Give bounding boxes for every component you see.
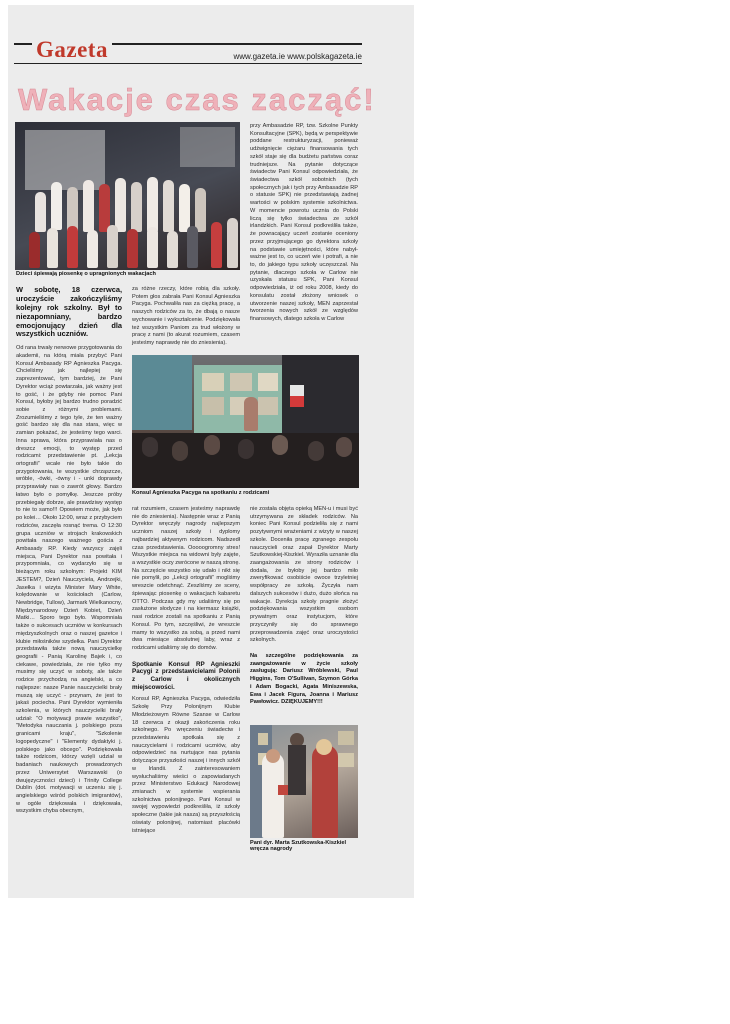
- column-2-meeting-text: Konsul RP, Agnieszka Pacyga, odwiedziła Szkołę Przy Polonijnym Klubie Młodzieżowym Równe Szanse w Carlow 18 czerwca z okazji zakończenia roku szkolnego. Po wręczeniu świadectw i przedstawieniu spotkała się z nauczycielami i rodzicami uczniów, aby odpowiedzieć na nurtujące nas pytania dotyczące przyszłości naszej i innych szkół w Irlandii. Z zainteresowaniem wysłuchaliśmy wieści o zapowiadanych przez Ministerstwo Edukacji Narodowej zmianach w systemie wspierania szkolnictwa polonijnego. Pani Konsul w swojej wypowiedzi podkreśliła, iż szkoły społeczne (takie jak nasza) są przyszłością oświaty polonijnej, natomiast placówki istniejące: [132, 696, 240, 834]
- photo2-caption: Konsul Agnieszka Pacyga na spotkaniu z rodzicami: [132, 490, 270, 496]
- article-column-2-top: za różne rzeczy, które robią dla szkoły. Potem głos zabrała Pani Konsul Agnieszka Pacyga. Pochwaliła nas za ciężką pracę, a naszych rodziców za to, że dbają o nasze wychowanie i wykształcenie. Podziękowała też wszystkim Paniom za trud włożony w pracę z nami (to akurat rozumiem, czasem jesteśmy naprawdę nie do zniesienia).: [132, 286, 240, 347]
- article-lead: W sobotę, 18 czerwca, uroczyście zakończyliśmy kolejny rok szkolny. Był to niezapomniany, bardzo emocjonujący dzień dla wszystkich uczniów.: [16, 285, 122, 339]
- thanks-paragraph: Na szczególne podziękowania za zaangażowanie w życie szkoły zasługują: Dariusz Wróblewski, Paul Higgins, Tom O'Sullivan, Szymon Górka i Adam Bogacki, Agata Miniszewska, Ewa i Jacek Figura, Joanna i Mariusz Pawłowicz. DZIĘKUJEMY!!!: [250, 652, 358, 706]
- consul-meeting-photo: [132, 355, 359, 488]
- photo1-caption: Dzieci śpiewają piosenkę o upragnionych wakacjach: [16, 271, 156, 277]
- masthead: [14, 35, 362, 69]
- gazeta-logo: Gazeta: [32, 37, 112, 63]
- column-2-text: rat rozumiem, czasem jesteśmy naprawdę nie do zniesienia). Następnie wraz z Panią Dyrektor wręczyły nagrody najlepszym uczniom naszej szkoły i dyplomy najbardziej aktywnym rodzicom. Nadszedł czas przedstawienia. Ooooogromny stres! Wszystkie miejsca na widowni były zajęte, a wszystkie oczy zwrócone w naszą stronę. Na szczęście wszystko się udało i nikt się nie pomylił, po „Lekcji ortografii” mogliśmy wreszcie odetchnąć. Zeszliśmy ze sceny, śpiewając piosenkę o wakacjach kabaretu OTTO. Podczas gdy my udaliśmy się po zasłużone słodycze i na kiermasz książki, nasi rodzice zostali na spotkaniu z Panią Konsul. Po tym, szczęśliwi, że wreszcie mamy to wszystko za sobą, a przed nami dwa miesiące absolutnej laby, wraz z rodzicami udaliśmy się do domów.: [132, 506, 240, 651]
- photo3-caption: Pani dyr. Marta Szutkowska-Kiszkiel wręcza nagrody: [250, 840, 347, 853]
- meeting-subheading: Spotkanie Konsul RP Agnieszki Pacygi z przedstawicielami Polonii z Carlow i okolicznych miejscowości.: [132, 660, 240, 691]
- masthead-rule-bottom: [14, 63, 362, 64]
- children-singing-photo: [15, 122, 240, 270]
- article-column-2-bottom: [132, 506, 240, 835]
- column-3-text: nie została objęta opieką MEN-u i musi być utrzymywana ze składek rodziców. Na koniec Pani Konsul podzieliła się z nami pozytywnymi wrażeniami z wizyty w naszej szkole. Doceniła pracę zgranego zespołu nauczycieli oraz zapał Dyrektor Marty Szutkowskiej-Kiszkiel. Wyraziła uznanie dla zaangażowania ze strony rodziców i dodała, że byłoby jej bardzo miło zweryfikować osobiście owoce trzyletniej współpracy ze szkołą. Życzyła nam dalszych sukcesów i dużo, dużo słońca na wakacje. Dyrekcja szkoły pragnie złożyć podziękowania wszystkim osobom prywatnym oraz instytucjom, które przyczyniły się do sprawnego przeprowadzenia zajęć oraz uroczystości szkolnych.: [250, 506, 358, 644]
- masthead-urls: www.gazeta.ie www.polskagazeta.ie: [229, 52, 362, 61]
- article-column-3-top: przy Ambasadzie RP, tzw. Szkolne Punkty Konsultacyjne (SPK), będą w perspektywie poddane restrukturyzacji, ponieważ udźwignięcie ciężaru finansowania tych szkół staje się dla budżetu państwa coraz trudniejsze. Na pytanie dotyczące świadectw Pani Konsul odpowiedziała, że świadectwa szkół sobotnich (tych społecznych jak i tych przy Ambasadzie RP o statusie SPK) nie przedstawiają żadnej wartości w polskim systemie szkolnictwa. W momencie powrotu ucznia do Polski liczą się tylko świadectwa ze szkół irlandzkich. Pani Konsul podkreśliła także, że powracający uczeń zostanie oceniony przez przyjmującego go dyrektora szkoły na podstawie umiejętności, które nabył-ważne jest to, co uczeń wie i potrafi, a nie to, do jakiego typu szkoły uczęszczał. Na pytanie, dlaczego szkoła w Carlow nie uzyskała statusu SPK, Pani Konsul odpowiedziała, iż od roku 2008, kiedy do konsulatu został złożony wniosek o utworzenie naszej szkoły, MEN zaprzestał tworzenia nowych szkół ze względów finansowych, dlatego szkoła w Carlow: [250, 123, 358, 322]
- article-column-3-bottom: [250, 506, 358, 707]
- article-column-1: [16, 286, 122, 816]
- column-1-text: Od rana trwały nerwowe przygotowania do akademii, na którą miała przybyć Pani Konsul Ambasady RP Agnieszka Pacyga. Chcieliśmy jak najlepiej się zaprezentować, tym bardziej, że Pani Dyrektor wciąż powtarzała, jak ważny jest to gość, i że gdyby nie pomoc Pani Konsul, byłoby jej bardzo trudno poradzić sobie z różnymi problemami. Zrozumieliśmy z tego tyle, że ten ważny gość bardzo się dla nas stara, więc w zamian pokażać, że jesteśmy tego warci. Inna sprawa, która przyprawiała nas o dreszcz emocji, to występ przed rodzicami: przedstawienie pt. „Lekcja ortografii” wcale nie było takie do przygotowania, te wszystkie chrząszcze, wróble, -ówki, -ówny i - unki doprawdy przyprawiały nas o zawrót głowy. Bardzo łatwo było o pomyłkę. Jeszcze próby przebiegały dobrze, ale prawdziwy występ to nie to samo!!! Opowiem może, jak było po kolei… Około 12:00, wraz z przybyciem rodziców, zaczęła rosnąć trema. O 12:30 grupa uczniów w strojach krakowskich powitała naszego ważnego gościa z Ambasady RP. Kiedy wszyscy zajęli miejsca, Pani Dyrektor nas powitała i przypomniała, co wydarzyło się w bieżącym roku szkolnym: Projekt KIM JESTEM?, Dzień Nauczyciela, Andrzejki, Jasełka i wizyta Minister Mary White, kolędowanie w kościołach (Carlow, Newbridge, Tullow), Jarmark Wielkanocny, Międzynarodowy Dzień Kobiet, Dzień Matki… Sporo tego było. Wspomniała także o sukcesach uczniów w konkursach międzyszkolnych oraz o naszej gazetce i klubie miłośników szydełka. Pani Dyrektor przedstawiła także nową nauczycielkę geografii - Panią Karolinę Bajek i, co ciekawe, powiedziała, że nie tylko my musimy się uczyć w soboty, ale także rodzice przychodzą na angielski, a co najlepsze: nasze Panie nauczycielki brały muszą się uczyć - przynam, że jest to jakaś pociecha. Pani Dyrektor wymieniła szkolenia, w których nauczycielki brały udział: "O motywacji prawie wszystko", "Metodyka nauczania j. polskiego poza granicami kraju", "Szkolenie logopedyczne" i "Elementy dydaktyki j. polskiego jako obcego". Podziękowała także rodzicom, którzy wzięli udział w badaniach naukowych prowadzonych przez Uniwersytet Warszawski (o dwujęzyczności dzieci) i Trinity College Dublin (dot. motywacji w uczeniu się j. angielskiego wśród polskich imigrantów), w ogóle dziękowała i dziękowała, wszystkim chyba obecnym,: [16, 345, 122, 815]
- article-headline: Wakacje czas zacząć!: [18, 82, 376, 117]
- director-awards-photo: [250, 725, 358, 838]
